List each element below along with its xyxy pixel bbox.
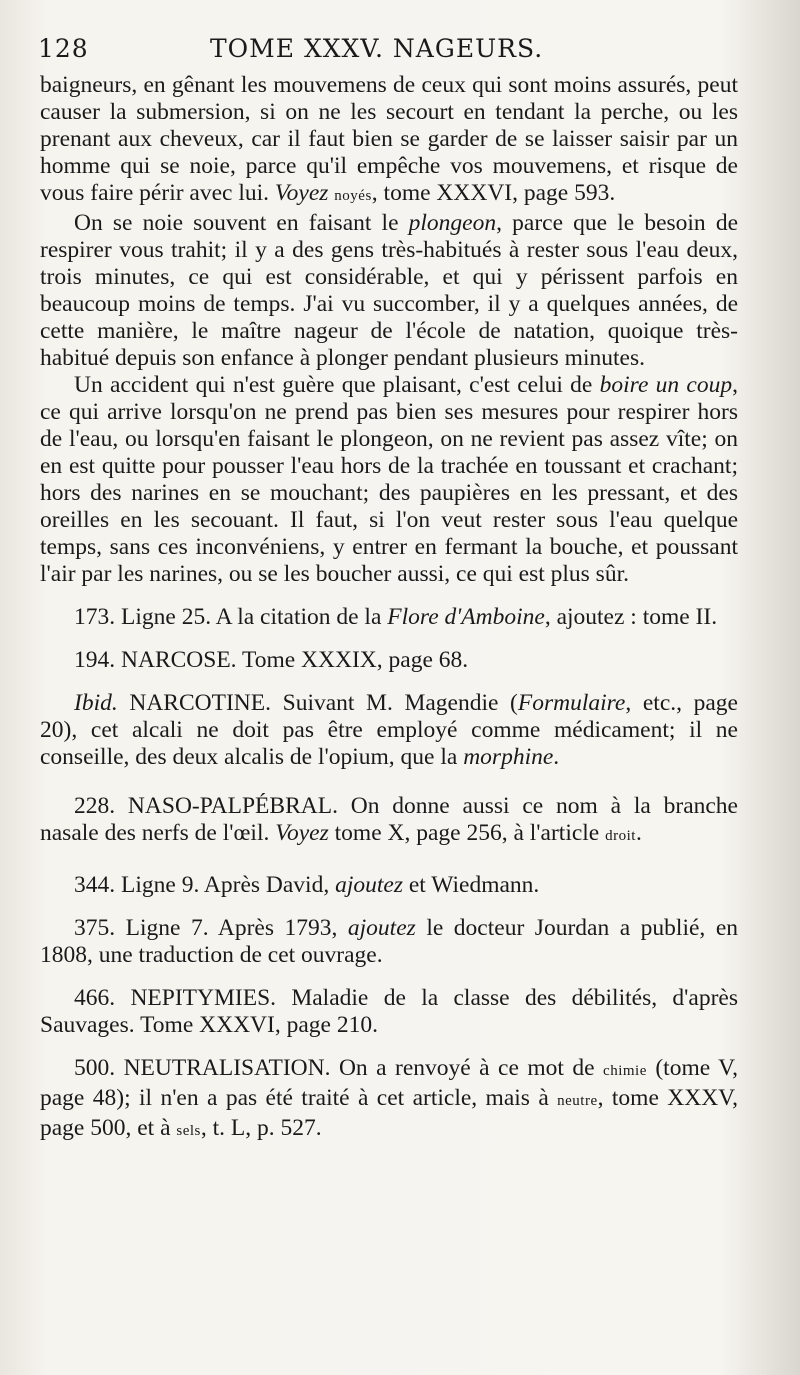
page-body [40,72,738,1145]
entry-344: 344. Ligne 9. Après David, ajoutez et Wiedmann. [74,872,540,898]
entry-ibid-narcotine: Ibid. NARCOTINE. Suivant M. Magendie (Formulaire, etc., page 20), cet alcali ne doit pas être employé comme médicament; il ne conseille, des deux alcalis de l'opium, que la morphine. [40,690,738,770]
running-title: TOME XXXV. NAGEURS. [210,34,544,63]
entry-194: 194. NARCOSE. Tome XXXIX, page 68. [74,647,469,673]
entry-173: 173. Ligne 25. A la citation de la Flore d'Amboine, ajoutez : tome II. [74,604,718,630]
page-number: 128 [38,34,89,63]
paragraph-plongeon: On se noie souvent en faisant le plongeon, parce que le besoin de respirer vous trahit; il y a des gens très-habitués à rester sous l'eau deux, trois minutes, ce qui est considérable, et qui y périssent parfois en beaucoup moins de temps. J'ai vu succomber, il y a quelques années, de cette manière, le maître nageur de l'école de natation, quoique très-habitué depuis son enfance à plonger pendant plusieurs minutes. [40,210,739,371]
paragraph-boire-un-coup: Un accident qui n'est guère que plaisant, c'est celui de boire un coup, ce qui arrive lorsqu'on ne prend pas bien ses mesures pour respirer hors de l'eau, ou lorsqu'en faisant le plongeon, on ne revient pas assez vîte; on en est quitte pour pousser l'eau hors de la trachée en toussant et crachant; hors des narines en se mouchant; des paupières en les pressant, et des oreilles en les secouant. Il faut, si l'on veut rester sous l'eau quelque temps, sans ces inconvéniens, y entrer en fermant la bouche, et poussant l'air par les narines, ou se les boucher aussi, ce qui est plus sûr. [40,372,738,587]
entry-228: 228. NASO-PALPÉBRAL. On donne aussi ce nom à la branche nasale des nerfs de l'œil. Voyez tome X, page 256, à l'article droit. [40,793,738,846]
entry-375: 375. Ligne 7. Après 1793, ajoutez le docteur Jourdan a publié, en 1808, une traduction de cet ouvrage. [40,915,739,968]
paragraph-baigneurs: baigneurs, en gênant les mouvemens de ceux qui sont moins assurés, peut causer la submersion, si on ne les secourt en tendant la perche, ou les prenant aux cheveux, car il faut bien se garder de se laisser saisir par un homme qui se noie, parce qu'il empêche vos mouvemens, et risque de vous faire périr avec lui. Voyez noyés, tome XXXVI, page 593. [40,72,738,206]
entry-466: 466. NEPITYMIES. Maladie de la classe des débilités, d'après Sauvages. Tome XXXVI, page 210. [40,985,738,1038]
entry-500: 500. NEUTRALISATION. On a renvoyé à ce mot de chimie (tome V, page 48); il n'en a pas été traité à cet article, mais à neutre, tome XXXV, page 500, et à sels, t. L, p. 527. [40,1055,738,1141]
